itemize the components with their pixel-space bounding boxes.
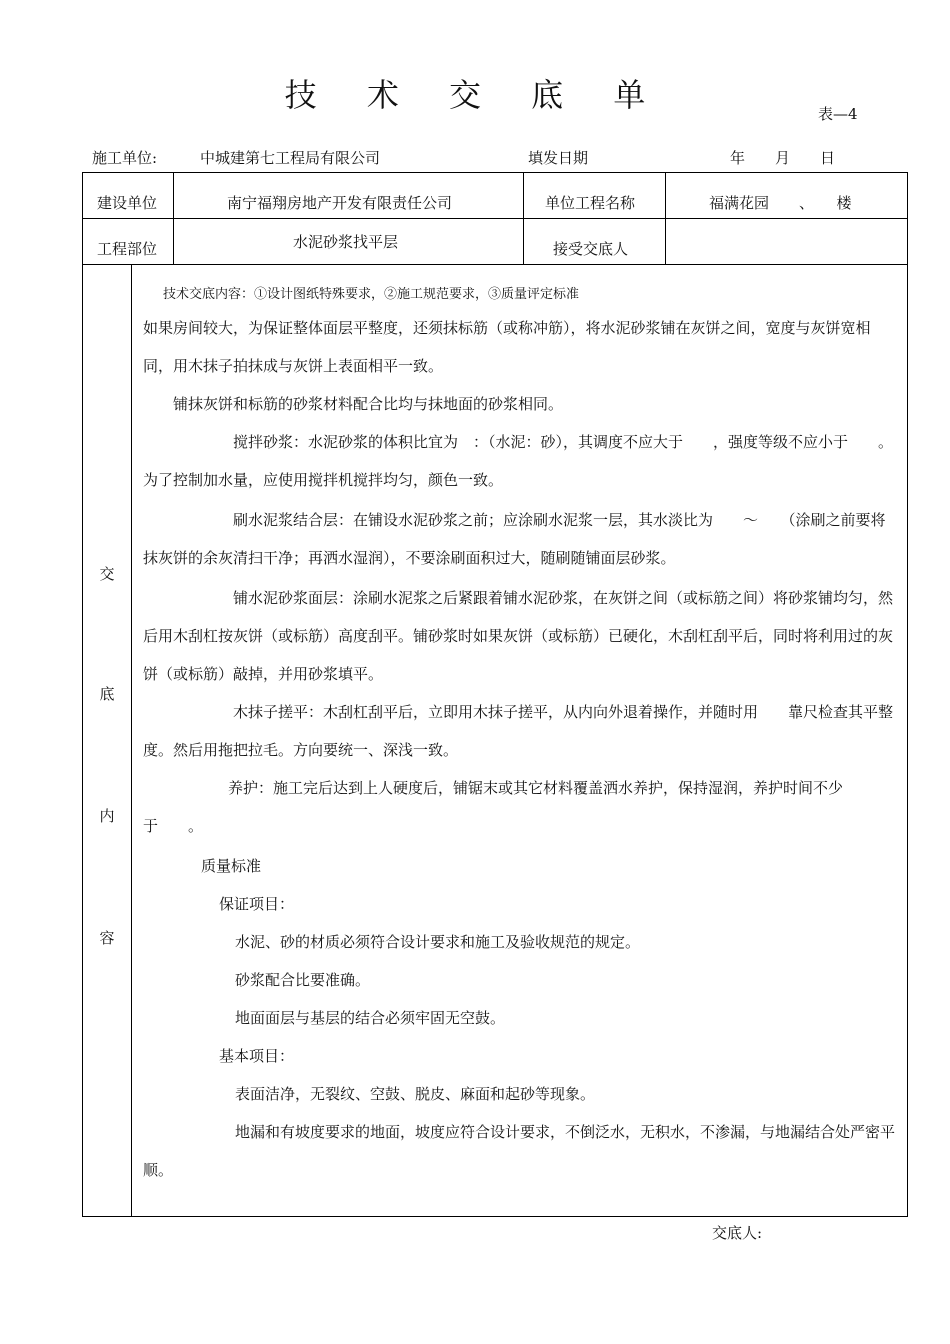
paragraph: 铺抹灰饼和标筋的砂浆材料配合比均与抹地面的砂浆相同。: [173, 395, 564, 413]
project-name-value: 福满花园 、 楼: [709, 194, 852, 212]
basic-items-heading: 基本项目：: [219, 1047, 295, 1065]
construction-unit-label: 施工单位:: [92, 149, 158, 167]
form-number: 表—4: [818, 105, 858, 123]
paragraph: 养护：施工完后达到上人硬度后，铺锯末或其它材料覆盖洒水养护，保持湿润，养护时间不少于 。: [143, 779, 844, 835]
guarantee-items-heading: 保证项目：: [219, 895, 295, 913]
owner-label: 建设单位: [97, 194, 158, 212]
paragraph: 木抹子搓平：木刮杠刮平后，立即用木抹子搓平，从内向外退着操作，并随时用 靠尺检查其平整度。然后用拖把拉毛。方向要统一、深浅一致。: [143, 703, 894, 759]
part-label: 工程部位: [97, 240, 158, 258]
side-char-1: 交: [99, 565, 115, 583]
part-value: 水泥砂浆找平层: [293, 233, 399, 251]
content-heading: 技术交底内容：①设计图纸特殊要求，②施工规范要求，③质量评定标准: [163, 287, 580, 302]
receiver-label: 接受交底人: [553, 240, 629, 258]
paragraph: 搅拌砂浆：水泥砂浆的体积比宜为 ：（水泥：砂），其调度不应大于 ，强度等级不应小于 。为了控制加水量，应使用搅拌机搅拌均匀，颜色一致。: [143, 433, 894, 489]
signer-label: 交底人:: [712, 1224, 763, 1242]
page-title: 技 术 交 底 单: [284, 76, 666, 114]
side-char-2: 底: [99, 685, 115, 703]
paragraph: 表面洁净，无裂纹、空鼓、脱皮、麻面和起砂等现象。: [235, 1085, 596, 1103]
paragraph: 地面面层与基层的结合必须牢固无空鼓。: [235, 1009, 506, 1027]
paragraph: 刷水泥浆结合层：在铺设水泥砂浆之前；应涂刷水泥浆一层，其水淡比为 ～ （涂刷之前要将抹灰饼的余灰清扫干净；再洒水湿润），不要涂刷面积过大，随刷随铺面层砂浆。: [143, 511, 886, 567]
disclosure-table: [82, 172, 908, 1217]
side-char-4: 容: [99, 929, 115, 947]
paragraph: 水泥、砂的材质必须符合设计要求和施工及验收规范的规定。: [235, 933, 641, 951]
construction-unit-value: 中城建第七工程局有限公司: [200, 149, 381, 167]
issue-date-label: 填发日期: [528, 149, 589, 167]
paragraph: 地漏和有坡度要求的地面，坡度应符合设计要求，不倒泛水，无积水，不渗漏，与地漏结合处严密平顺。: [143, 1123, 896, 1179]
paragraph: 砂浆配合比要准确。: [235, 971, 371, 989]
paragraph: 如果房间较大，为保证整体面层平整度，还须抹标筋（或称冲筋），将水泥砂浆铺在灰饼之间，宽度与灰饼宽相同，用木抹子拍抹成与灰饼上表面相平一致。: [143, 319, 871, 375]
owner-value: 南宁福翔房地产开发有限责任公司: [227, 194, 453, 212]
side-char-3: 内: [99, 807, 115, 825]
paragraph: 铺水泥砂浆面层：涂刷水泥浆之后紧跟着铺水泥砂浆，在灰饼之间（或标筋之间）将砂浆铺均匀，然后用木刮杠按灰饼（或标筋）高度刮平。铺砂浆时如果灰饼（或标筋）已硬化，木刮杠刮平后，同时将利用过的灰饼（或标筋）敲掉，并用砂浆填平。: [143, 589, 894, 683]
project-name-label: 单位工程名称: [545, 194, 636, 212]
issue-date-value: 年 月 日: [730, 149, 836, 167]
quality-standard-heading: 质量标准: [201, 857, 262, 875]
